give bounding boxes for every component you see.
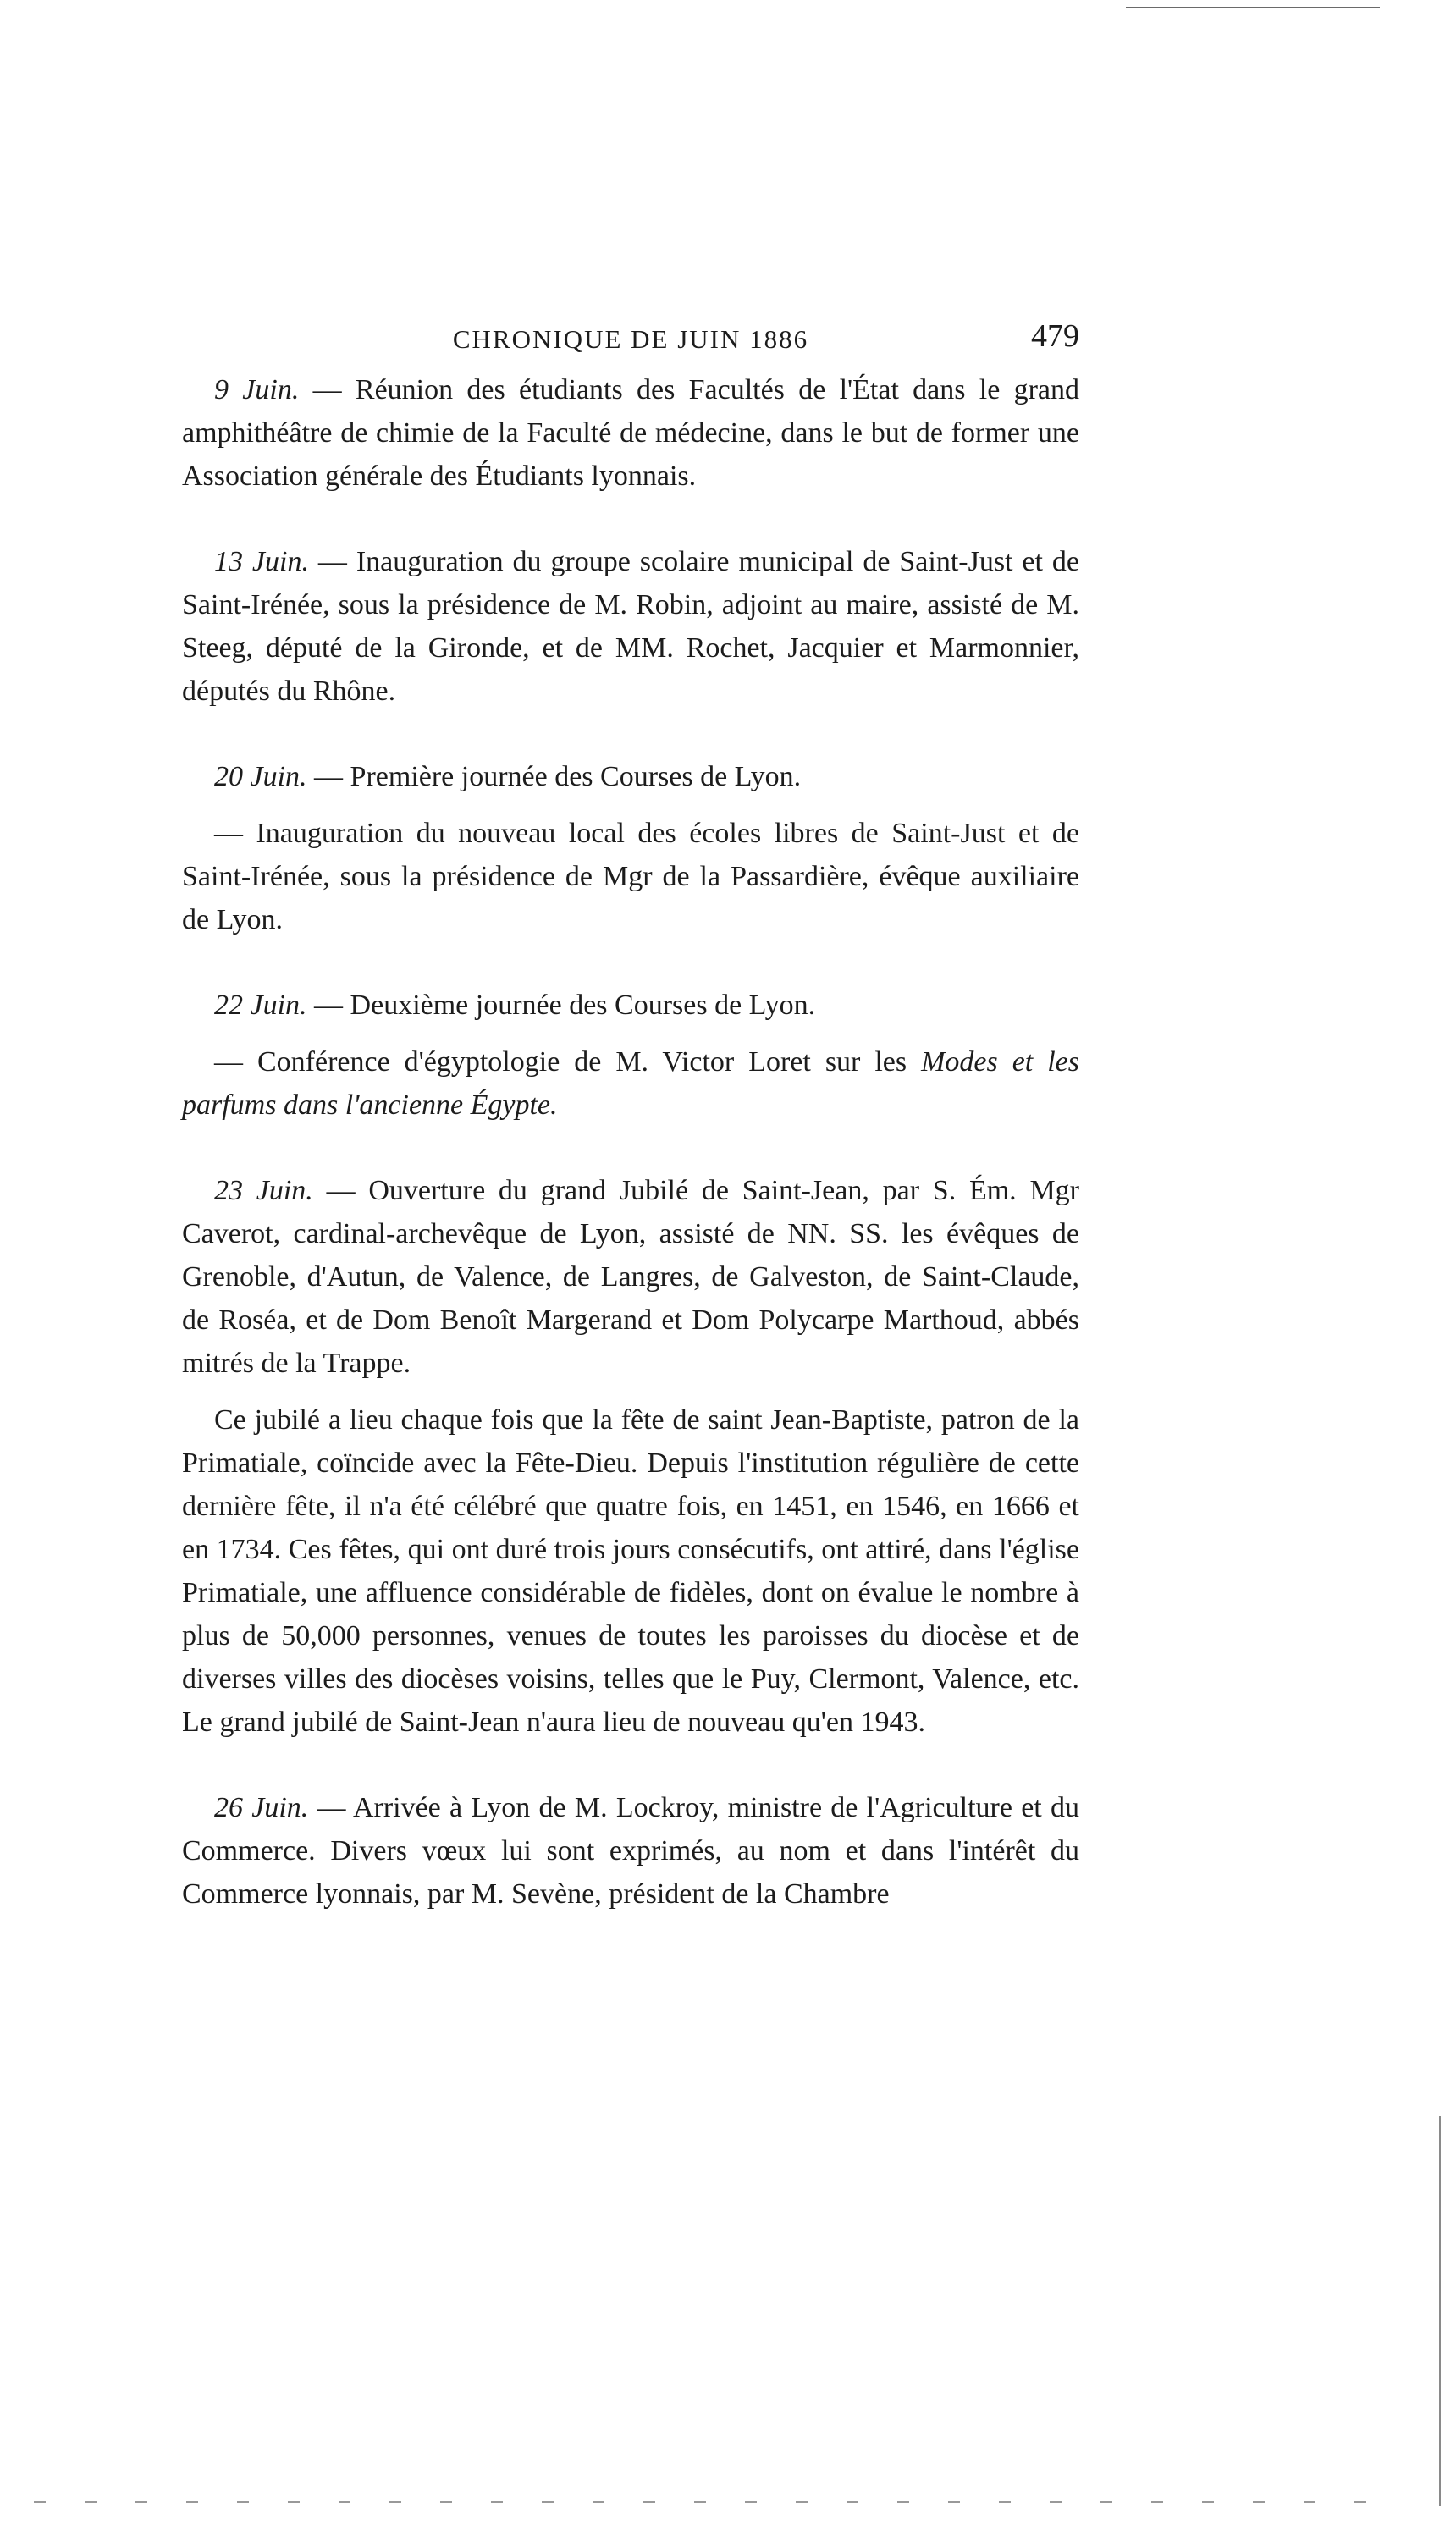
- scan-artifact-bottom-dots: [34, 2501, 1388, 2503]
- entry-date: 26 Juin.: [214, 1792, 309, 1823]
- entry-22-juin-continuation: [182, 1040, 1079, 1127]
- entry-13-juin: [182, 540, 1079, 713]
- entry-23-juin-continuation: Ce jubilé a lieu chaque fois que la fête de saint Jean-Baptiste, patron de la Primatiale, coïncide avec la Fête-Dieu. Depuis l'institution régulière de cette dernière fête, il n'a été célébré que quatre fois, en 1451, en 1546, en 1666 et en 1734. Ces fêtes, qui ont duré trois jours consécutifs, ont attiré, dans l'église Primatiale, une affluence considérable de fidèles, dont on évalue le nombre à plus de 50,000 personnes, venues de toutes les paroisses du diocèse et de diverses villes des diocèses voisins, telles que le Puy, Clermont, Valence, etc. Le grand jubilé de Saint-Jean n'aura lieu de nouveau qu'en 1943.: [182, 1404, 1079, 1738]
- entry-22-juin: [182, 984, 1079, 1027]
- entry-date: 13 Juin.: [214, 546, 309, 577]
- entry-text: — Deuxième journée des Courses de Lyon.: [306, 990, 816, 1021]
- entry-date: 9 Juin.: [214, 374, 300, 405]
- entry-23-juin: [182, 1169, 1079, 1385]
- entry-text: — Première journée des Courses de Lyon.: [306, 761, 802, 792]
- entry-date: 23 Juin.: [214, 1175, 313, 1206]
- continuation-text: — Conférence d'égyptologie de M. Victor Loret sur les: [214, 1046, 922, 1078]
- entry-gap: [182, 713, 1079, 755]
- entry-date: 20 Juin.: [214, 761, 307, 792]
- entry-date: 22 Juin.: [214, 990, 307, 1021]
- scan-artifact-right-edge: [1439, 2116, 1441, 2506]
- entry-9-juin: [182, 368, 1079, 498]
- book-page: [182, 317, 1079, 1916]
- running-title: CHRONIQUE DE JUIN 1886: [452, 324, 809, 354]
- entry-gap: [182, 1744, 1079, 1786]
- entry-20-juin: [182, 755, 1079, 798]
- entry-26-juin: [182, 1786, 1079, 1916]
- entry-gap: [182, 941, 1079, 984]
- entry-text: — Ouverture du grand Jubilé de Saint-Jean, par S. Ém. Mgr Caverot, cardinal-archevêque de Lyon, assisté de NN. SS. les évêques de Grenoble, d'Autun, de Valence, de Langres, de Galveston, de Saint-Claude, de Roséa, et de Dom Benoît Margerand et Dom Polycarpe Marthoud, abbés mitrés de la Trappe.: [182, 1175, 1079, 1379]
- paragraph-gap: [182, 798, 1079, 812]
- lecture-title: Modes et les parfums dans l'ancienne Égypte.: [182, 1046, 1079, 1121]
- entry-text: — Arrivée à Lyon de M. Lockroy, ministre de l'Agriculture et du Commerce. Divers vœux lui sont exprimés, au nom et dans l'intérêt du Commerce lyonnais, par M. Sevène, président de la Chambre: [182, 1792, 1079, 1910]
- running-head: [182, 317, 1079, 368]
- entry-gap: [182, 1127, 1079, 1169]
- entry-text: — Inauguration du groupe scolaire municipal de Saint-Just et de Saint-Irénée, sous la présidence de M. Robin, adjoint au maire, assisté de M. Steeg, député de la Gironde, et de MM. Rochet, Jacquier et Marmonnier, députés du Rhône.: [182, 546, 1079, 707]
- entry-gap: [182, 498, 1079, 540]
- paragraph-gap: [182, 1027, 1079, 1040]
- scan-artifact-top-line: [1126, 7, 1380, 8]
- page-number: 479: [1031, 318, 1079, 354]
- entry-20-juin-continuation: — Inauguration du nouveau local des écoles libres de Saint-Just et de Saint-Irénée, sous la présidence de Mgr de la Passardière, évêque auxiliaire de Lyon.: [182, 818, 1079, 935]
- paragraph-gap: [182, 1385, 1079, 1398]
- chronicle-text: [182, 368, 1079, 1916]
- entry-text: — Réunion des étudiants des Facultés de l'État dans le grand amphithéâtre de chimie de la Faculté de médecine, dans le but de former une Association générale des Étudiants lyonnais.: [182, 374, 1079, 492]
